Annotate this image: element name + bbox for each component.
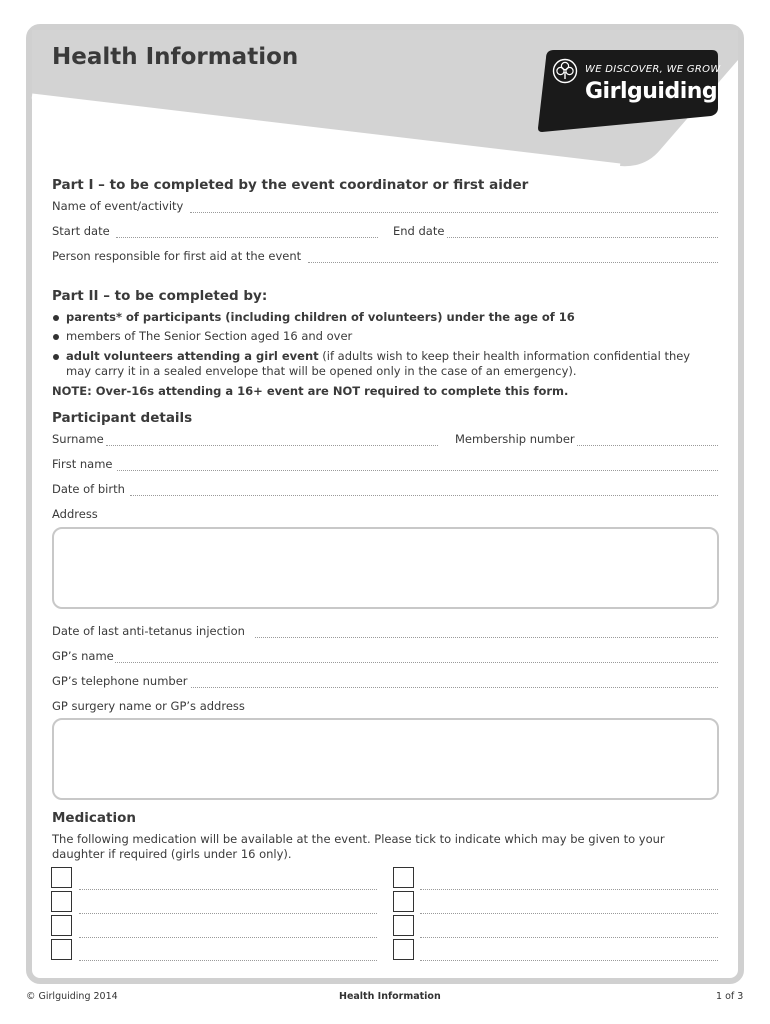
date-of-birth-field[interactable]: [130, 495, 718, 496]
medication-line[interactable]: [79, 937, 377, 938]
tetanus-date-label: Date of last anti-tetanus injection: [52, 624, 245, 638]
bullet-dot: [53, 334, 59, 340]
medication-line[interactable]: [420, 937, 718, 938]
date-of-birth-label: Date of birth: [52, 482, 125, 496]
first-name-label: First name: [52, 457, 113, 471]
page-title: Health Information: [52, 44, 299, 70]
bullet-parents: parents* of participants (including children of volunteers) under the age of 16: [66, 310, 575, 324]
first-aid-person-field[interactable]: [308, 262, 718, 263]
medication-checkbox[interactable]: [51, 891, 72, 912]
address-label: Address: [52, 507, 98, 521]
bullet-adult-volunteers: [66, 349, 718, 379]
start-date-field[interactable]: [116, 237, 378, 238]
tetanus-date-field[interactable]: [255, 637, 718, 638]
medication-heading: Medication: [52, 810, 136, 826]
bullet-dot: [53, 354, 59, 360]
logo-tagline: WE DISCOVER, WE GROW: [585, 64, 721, 75]
gp-name-field[interactable]: [115, 662, 718, 663]
medication-line[interactable]: [420, 960, 718, 961]
medication-line[interactable]: [79, 960, 377, 961]
part2-heading: Part II – to be completed by:: [52, 288, 268, 304]
surname-field[interactable]: [106, 445, 438, 446]
first-name-field[interactable]: [117, 470, 718, 471]
footer-copyright: © Girlguiding 2014: [26, 991, 118, 1002]
medication-checkbox[interactable]: [51, 867, 72, 888]
trefoil-icon: [552, 58, 578, 84]
gp-telephone-label: GP’s telephone number: [52, 674, 188, 688]
gp-telephone-field[interactable]: [191, 687, 718, 688]
address-box[interactable]: [52, 527, 719, 609]
gp-name-label: GP’s name: [52, 649, 114, 663]
membership-number-label: Membership number: [455, 432, 575, 446]
surname-label: Surname: [52, 432, 104, 446]
medication-line[interactable]: [420, 889, 718, 890]
footer-title: Health Information: [339, 991, 441, 1002]
start-date-label: Start date: [52, 224, 110, 238]
membership-number-field[interactable]: [577, 445, 718, 446]
bullet-senior-section: members of The Senior Section aged 16 and over: [66, 329, 353, 343]
medication-checkbox[interactable]: [51, 915, 72, 936]
medication-line[interactable]: [420, 913, 718, 914]
gp-surgery-label: GP surgery name or GP’s address: [52, 699, 245, 713]
bullet-dot: [53, 315, 59, 321]
footer-page-number: 1 of 3: [716, 991, 744, 1002]
part1-heading: Part I – to be completed by the event coordinator or first aider: [52, 177, 529, 193]
medication-checkbox[interactable]: [393, 891, 414, 912]
participant-details-heading: Participant details: [52, 410, 193, 426]
medication-checkbox[interactable]: [393, 867, 414, 888]
event-name-field[interactable]: [190, 212, 718, 213]
medication-line[interactable]: [79, 913, 377, 914]
first-aid-person-label: Person responsible for first aid at the event: [52, 249, 302, 263]
medication-line[interactable]: [79, 889, 377, 890]
bullet-adult-volunteers-bold: adult volunteers attending a girl event: [66, 349, 319, 363]
event-name-label: Name of event/activity: [52, 199, 184, 213]
end-date-label: End date: [393, 224, 445, 238]
logo-name: Girlguiding: [585, 79, 718, 104]
bullet-adult-volunteers-rest: (if adults wish to keep their health information confidential they may carry it in a sealed envelope that will be opened only in the case of an emergency).: [66, 349, 691, 378]
medication-intro: The following medication will be available at the event. Please tick to indicate which may be given to your daughter if required (girls under 16 only).: [52, 832, 665, 861]
gp-surgery-box[interactable]: [52, 718, 719, 800]
note-text: NOTE: Over-16s attending a 16+ event are NOT required to complete this form.: [52, 384, 569, 398]
medication-checkbox[interactable]: [393, 939, 414, 960]
end-date-field[interactable]: [447, 237, 718, 238]
medication-checkbox[interactable]: [51, 939, 72, 960]
medication-checkbox[interactable]: [393, 915, 414, 936]
